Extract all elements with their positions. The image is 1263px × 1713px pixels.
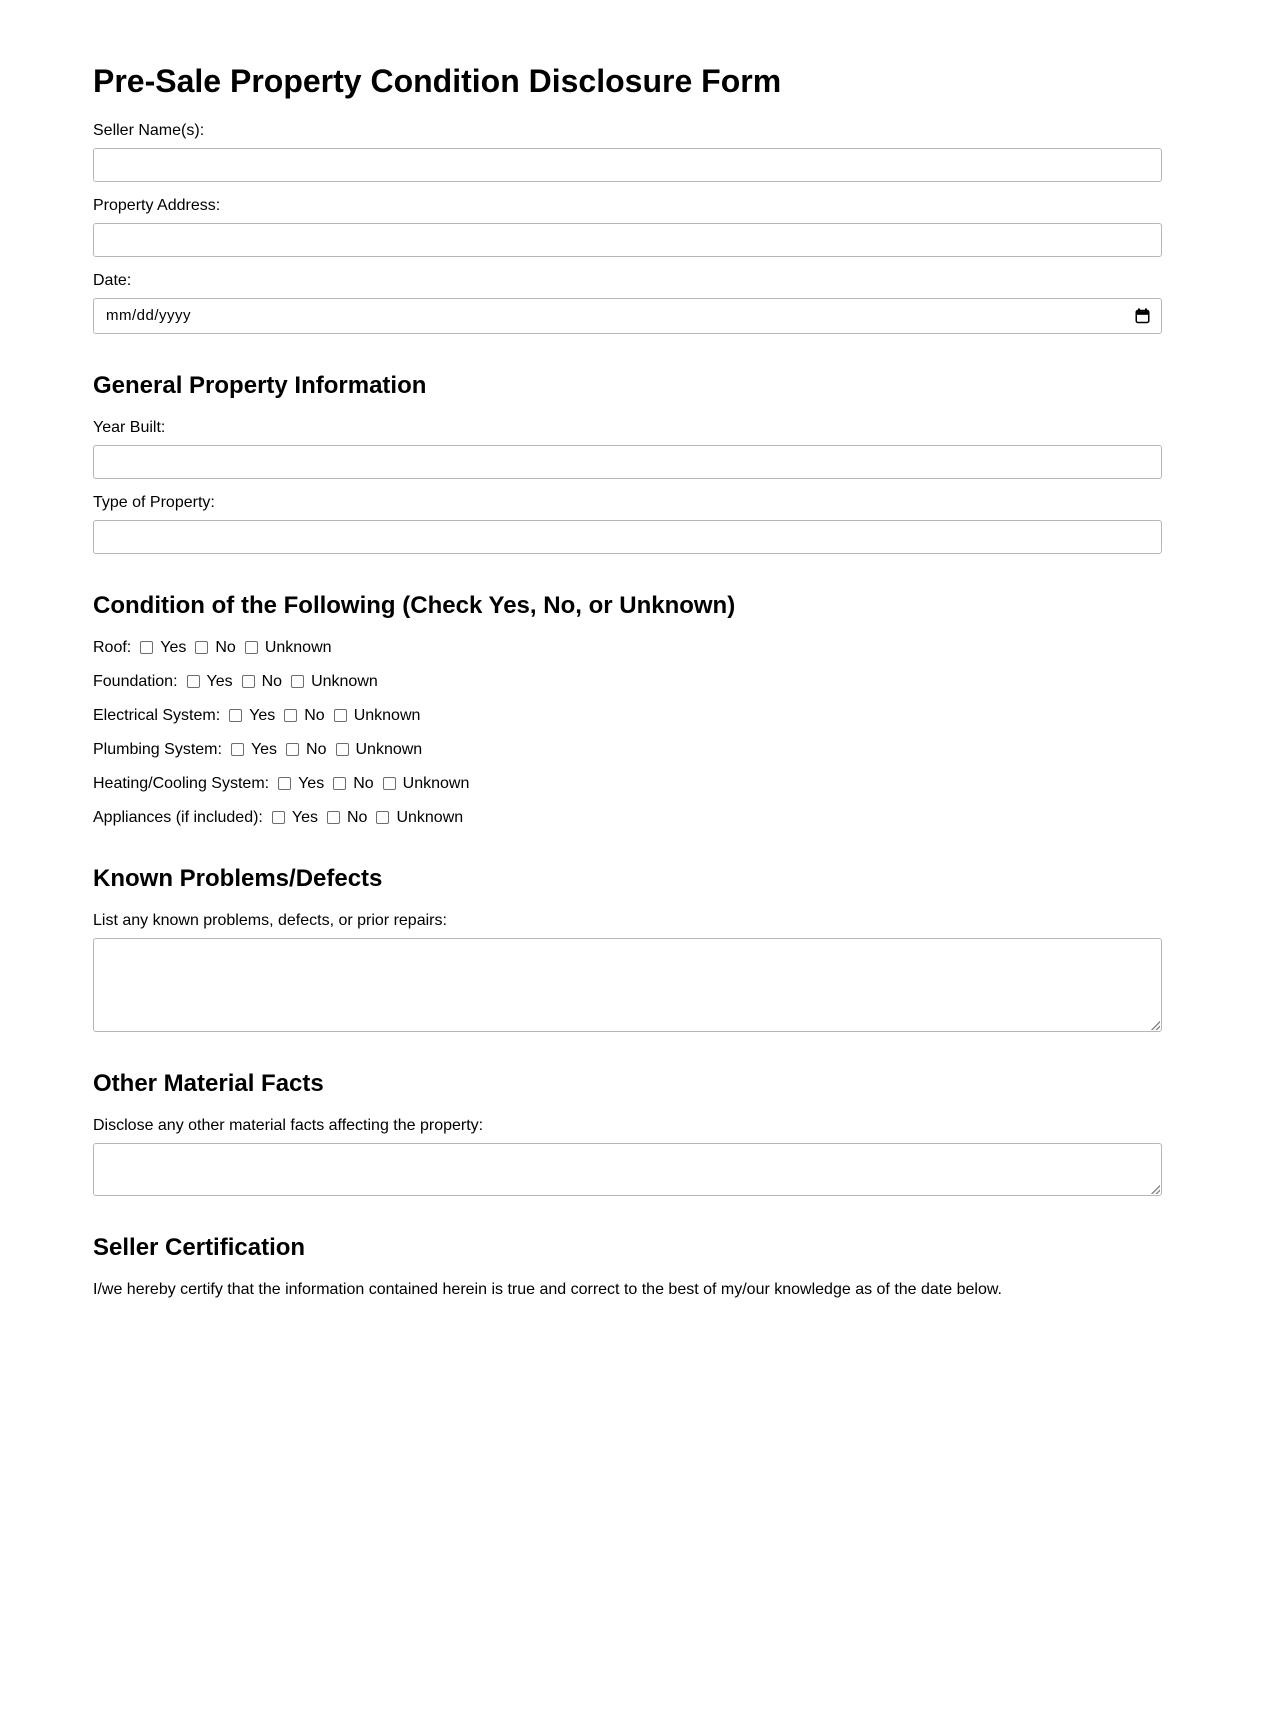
plumbing-unknown-label: Unknown [355,740,423,758]
electrical-yes-checkbox[interactable] [229,709,242,722]
year-built-input[interactable] [93,445,1162,479]
heating-cooling-no-label: No [353,774,374,792]
foundation-no-label: No [261,672,283,690]
known-problems-textarea[interactable] [93,938,1162,1032]
appliances-label: Appliances (if included): [93,808,263,826]
date-label: Date: [93,271,132,289]
property-address-input[interactable] [93,223,1162,257]
section-heading-general: General Property Information [93,371,427,399]
appliances-no-checkbox[interactable] [327,811,340,824]
property-type-input[interactable] [93,520,1162,554]
appliances-no-label: No [346,808,368,826]
roof-label: Roof: [93,638,132,656]
roof-yes-checkbox[interactable] [140,641,153,654]
plumbing-yes-label: Yes [250,740,278,758]
roof-no-label: No [215,638,236,656]
material-facts-textarea[interactable] [93,1143,1162,1196]
seller-name-input[interactable] [93,148,1162,182]
heating-cooling-no-checkbox[interactable] [333,777,346,790]
material-facts-label: Disclose any other material facts affecting the property: [93,1117,484,1135]
electrical-no-checkbox[interactable] [284,709,297,722]
page-title: Pre-Sale Property Condition Disclosure Form [93,63,782,99]
condition-row-electrical-system [93,706,1162,725]
roof-unknown-label: Unknown [264,638,332,656]
certification-text: I/we hereby certify that the information contained herein is true and correct to the best of my/our knowledge as of the date below. [93,1281,1002,1299]
heating-cooling-unknown-label: Unknown [402,774,470,792]
electrical-no-label: No [304,706,325,724]
appliances-unknown-checkbox[interactable] [376,811,389,824]
date-input[interactable] [93,298,1162,334]
calendar-icon[interactable] [1135,308,1150,324]
heating-cooling-unknown-checkbox[interactable] [383,777,396,790]
heating-cooling-yes-label: Yes [298,774,325,792]
property-type-label: Type of Property: [93,493,215,511]
material-facts-textarea-wrap [93,1143,1162,1196]
date-placeholder: mm/dd/yyyy [106,307,192,325]
plumbing-yes-checkbox[interactable] [231,743,244,756]
known-problems-textarea-wrap [93,938,1162,1032]
roof-unknown-checkbox[interactable] [245,641,258,654]
property-address-field [93,196,1162,257]
heating-cooling-label: Heating/Cooling System: [93,774,270,792]
roof-yes-label: Yes [160,638,187,656]
foundation-unknown-label: Unknown [311,672,378,690]
appliances-unknown-label: Unknown [396,808,464,826]
appliances-yes-label: Yes [291,808,318,826]
section-heading-known-problems: Known Problems/Defects [93,864,383,892]
plumbing-no-label: No [306,740,327,758]
foundation-no-checkbox[interactable] [242,675,255,688]
electrical-unknown-label: Unknown [353,706,421,724]
plumbing-unknown-checkbox[interactable] [336,743,349,756]
foundation-yes-checkbox[interactable] [187,675,200,688]
section-heading-condition: Condition of the Following (Check Yes, No, or Unknown) [93,591,736,619]
condition-row-plumbing-system [93,740,1162,759]
electrical-yes-label: Yes [249,706,276,724]
condition-row-foundation [93,672,1162,691]
electrical-unknown-checkbox[interactable] [334,709,347,722]
plumbing-no-checkbox[interactable] [286,743,299,756]
plumbing-system-label: Plumbing System: [93,740,222,758]
year-built-field [93,418,1162,479]
section-heading-seller-certification: Seller Certification [93,1234,306,1262]
roof-no-checkbox[interactable] [195,641,208,654]
seller-name-field [93,121,1162,182]
section-heading-material-facts: Other Material Facts [93,1070,324,1098]
seller-name-label: Seller Name(s): [93,121,205,139]
year-built-label: Year Built: [93,418,166,436]
foundation-unknown-checkbox[interactable] [291,675,304,688]
date-field [93,271,1162,334]
property-type-field [93,493,1162,554]
foundation-label: Foundation: [93,672,178,690]
electrical-system-label: Electrical System: [93,706,221,724]
known-problems-label: List any known problems, defects, or prior repairs: [93,912,447,930]
appliances-yes-checkbox[interactable] [272,811,285,824]
heating-cooling-yes-checkbox[interactable] [278,777,291,790]
condition-row-roof [93,638,1162,657]
condition-row-heating-cooling-system [93,774,1162,793]
property-address-label: Property Address: [93,196,221,214]
foundation-yes-label: Yes [206,672,233,690]
condition-row-appliances [93,808,1162,827]
